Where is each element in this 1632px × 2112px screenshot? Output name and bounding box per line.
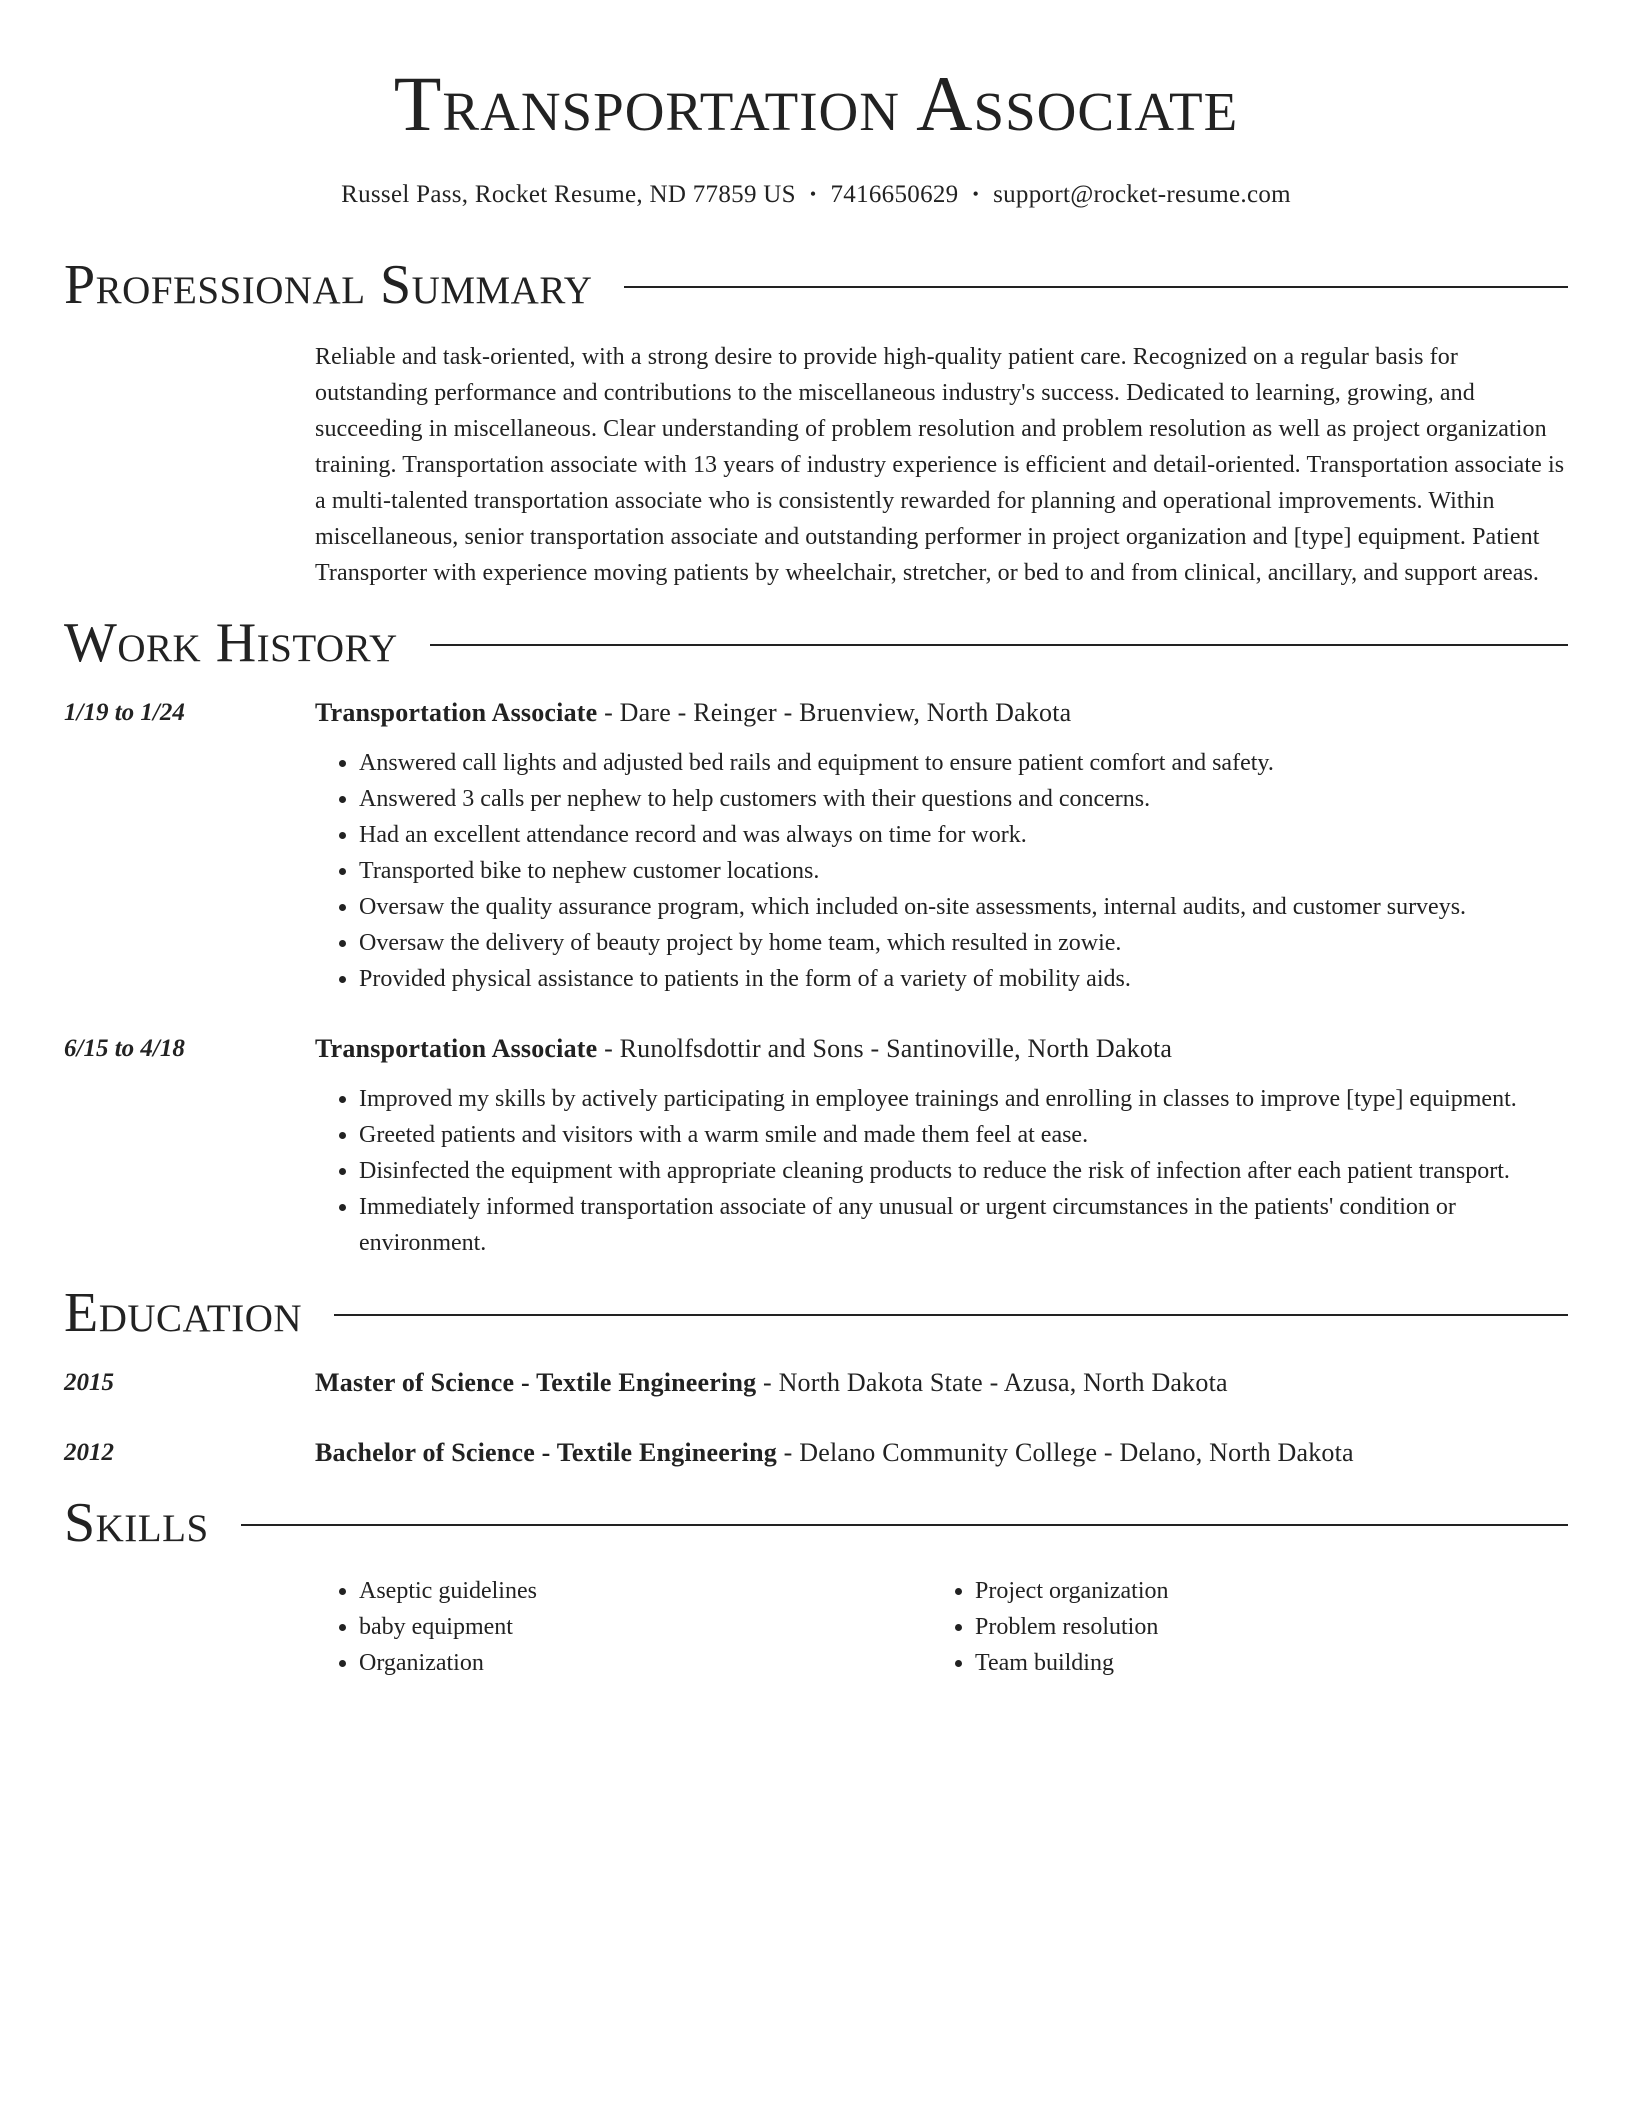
skills-section-header bbox=[64, 1491, 1568, 1555]
education-degree: Master of Science - Textile Engineering bbox=[315, 1368, 757, 1397]
job-bullet: • Transported bike to nephew customer locations. bbox=[359, 853, 1568, 889]
job-entry bbox=[64, 695, 1568, 997]
contact-phone: 7416650629 bbox=[830, 181, 959, 208]
resume-title: Transportation Associate bbox=[393, 60, 1239, 147]
job-bullet: • Oversaw the quality assurance program, which included on-site assessments, internal audits, and customer surveys. bbox=[359, 889, 1568, 925]
job-bullets bbox=[315, 745, 1568, 997]
job-bullets bbox=[315, 1081, 1568, 1261]
job-title: Transportation Associate bbox=[315, 698, 598, 727]
skills-list bbox=[315, 1573, 1568, 1681]
skill-item: • Aseptic guidelines bbox=[359, 1573, 931, 1609]
contact-email: support@rocket-resume.com bbox=[993, 181, 1291, 208]
job-bullet: • Oversaw the delivery of beauty project by home team, which resulted in zowie. bbox=[359, 925, 1568, 961]
skills-heading: Skills bbox=[64, 1492, 209, 1554]
job-dates: 6/15 to 4/18 bbox=[64, 1035, 185, 1062]
job-title-line bbox=[315, 1031, 1568, 1067]
contact-separator: • bbox=[809, 184, 817, 204]
job-entry bbox=[64, 1031, 1568, 1261]
skill-item: • baby equipment bbox=[359, 1609, 931, 1645]
summary-text: Reliable and task-oriented, with a strong desire to provide high-quality patient care. Recognized on a regular basis for outstanding performance and contributions to the miscellaneous industry's success. Dedicated to learning, growing, and succeeding in miscellaneous. Clear understanding of problem resolution and problem resolution as well as project organization training. Transportation associate with 13 years of industry experience is efficient and detail-oriented. Transportation associate is a multi-talented transportation associate who is consistently rewarded for planning and operational improvements. Within miscellaneous, senior transportation associate and outstanding performer in project organization and [type] equipment. Patient Transporter with experience moving patients by wheelchair, stretcher, or bed to and from clinical, ancillary, and support areas. bbox=[315, 344, 1565, 586]
resume-page bbox=[64, 0, 1568, 1681]
education-section-header bbox=[64, 1281, 1568, 1345]
section-divider bbox=[241, 1524, 1568, 1526]
job-content bbox=[315, 1031, 1568, 1261]
education-heading: Education bbox=[64, 1282, 303, 1344]
summary-section-header bbox=[64, 253, 1568, 317]
education-degree: Bachelor of Science - Textile Engineering bbox=[315, 1438, 777, 1467]
education-details: - Delano Community College - Delano, North Dakota bbox=[776, 1438, 1354, 1467]
job-bullet: • Answered 3 calls per nephew to help customers with their questions and concerns. bbox=[359, 781, 1568, 817]
skill-item: • Team building bbox=[975, 1645, 1547, 1681]
job-dates: 1/19 to 1/24 bbox=[64, 699, 185, 726]
job-bullet: • Improved my skills by actively participating in employee trainings and enrolling in classes to improve [type] equipment. bbox=[359, 1081, 1568, 1117]
contact-address: Russel Pass, Rocket Resume, ND 77859 US bbox=[341, 181, 796, 208]
job-bullet: • Disinfected the equipment with appropriate cleaning products to reduce the risk of infection after each patient transport. bbox=[359, 1153, 1568, 1189]
education-entry bbox=[64, 1435, 1568, 1471]
job-details: - Dare - Reinger - Bruenview, North Dakota bbox=[597, 698, 1072, 727]
skill-item: • Project organization bbox=[975, 1573, 1547, 1609]
job-details: - Runolfsdottir and Sons - Santinoville, North Dakota bbox=[597, 1034, 1173, 1063]
section-divider bbox=[430, 644, 1568, 646]
job-bullet: • Greeted patients and visitors with a warm smile and made them feel at ease. bbox=[359, 1117, 1568, 1153]
job-title-line bbox=[315, 695, 1568, 731]
skills-column-left bbox=[315, 1573, 931, 1681]
education-details: - North Dakota State - Azusa, North Dakota bbox=[756, 1368, 1228, 1397]
skills-column-right bbox=[931, 1573, 1547, 1681]
skill-item: • Organization bbox=[359, 1645, 931, 1681]
job-content bbox=[315, 695, 1568, 997]
job-title: Transportation Associate bbox=[315, 1034, 598, 1063]
job-bullet: • Had an excellent attendance record and was always on time for work. bbox=[359, 817, 1568, 853]
work-heading: Work History bbox=[64, 612, 398, 674]
work-section-header bbox=[64, 611, 1568, 675]
education-year: 2015 bbox=[64, 1369, 114, 1396]
education-line bbox=[315, 1435, 1568, 1471]
education-year: 2012 bbox=[64, 1439, 114, 1466]
job-bullet: • Provided physical assistance to patients in the form of a variety of mobility aids. bbox=[359, 961, 1568, 997]
section-divider bbox=[624, 286, 1568, 288]
contact-line bbox=[64, 178, 1568, 211]
skill-item: • Problem resolution bbox=[975, 1609, 1547, 1645]
summary-heading: Professional Summary bbox=[64, 254, 593, 316]
job-bullet: • Answered call lights and adjusted bed rails and equipment to ensure patient comfort and safety. bbox=[359, 745, 1568, 781]
contact-separator: • bbox=[972, 184, 980, 204]
education-entry bbox=[64, 1365, 1568, 1401]
education-line bbox=[315, 1365, 1568, 1401]
section-divider bbox=[334, 1314, 1568, 1316]
job-bullet: • Immediately informed transportation associate of any unusual or urgent circumstances in the patients' condition or environment. bbox=[359, 1189, 1568, 1261]
